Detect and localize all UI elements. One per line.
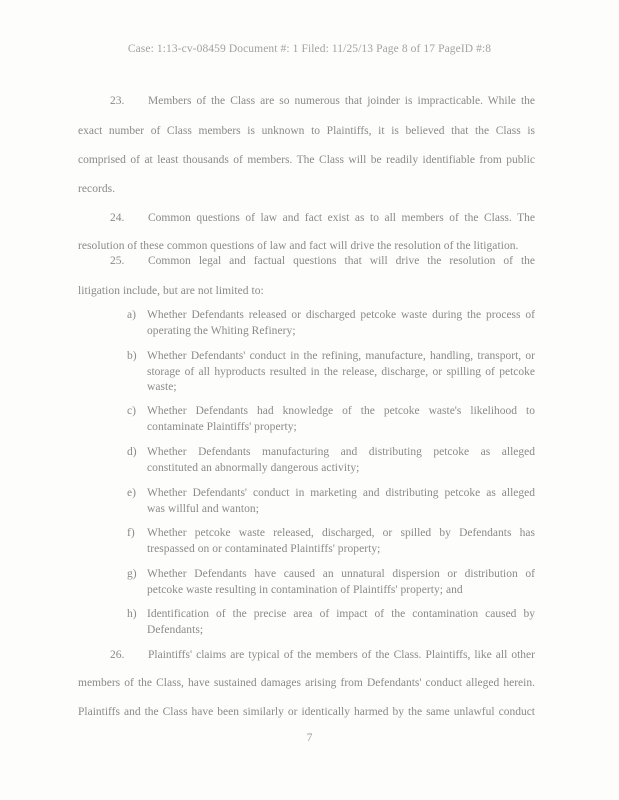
list-item-letter: a) bbox=[127, 309, 136, 321]
paragraph-line: litigation include, but are not limited to: bbox=[78, 285, 264, 297]
paragraph-line: Common questions of law and fact exist as to all members of the Class. The bbox=[148, 212, 535, 224]
paragraph-line: Plaintiffs and the Class have been similarly or identically harmed by the same unlawful conduct bbox=[78, 706, 535, 718]
list-item-line: Whether Defendants released or discharged petcoke waste during the process of bbox=[147, 309, 535, 321]
list-item-line: constituted an abnormally dangerous activity; bbox=[147, 462, 360, 474]
list-item-line: trespassed on or contaminated Plaintiffs' property; bbox=[147, 543, 381, 555]
list-item-line: Whether Defendants had knowledge of the petcoke waste's likelihood to bbox=[147, 405, 535, 417]
paragraph-line: resolution of these common questions of law and fact will drive the resolution of the litigation. bbox=[78, 240, 519, 252]
list-item-line: petcoke waste resulting in contamination of Plaintiffs' property; and bbox=[147, 584, 463, 596]
paragraph-line: exact number of Class members is unknown to Plaintiffs, it is believed that the Class is bbox=[78, 125, 535, 137]
list-item-line: Whether Defendants manufacturing and distributing petcoke as alleged bbox=[147, 446, 535, 458]
list-item-line: Defendants; bbox=[147, 624, 204, 636]
list-item-line: storage of all hyproducts resulted in the release, discharge, or spilling of petcoke bbox=[147, 366, 535, 378]
paragraph-number: 23. bbox=[110, 95, 125, 107]
list-item-line: contaminate Plaintiffs' property; bbox=[147, 421, 297, 433]
list-item-line: waste; bbox=[147, 381, 177, 393]
paragraph-line: comprised of at least thousands of members. The Class will be readily identifiable from public bbox=[78, 154, 535, 166]
paragraph-line: records. bbox=[78, 183, 116, 195]
list-item-line: was willful and wanton; bbox=[147, 503, 259, 515]
list-item-letter: f) bbox=[127, 527, 135, 539]
list-item-line: Whether Defendants have caused an unnatural dispersion or distribution of bbox=[147, 568, 535, 580]
list-item-line: Whether petcoke waste released, discharged, or spilled by Defendants has bbox=[147, 527, 535, 539]
paragraph-line: Plaintiffs' claims are typical of the members of the Class. Plaintiffs, like all other bbox=[148, 649, 535, 661]
paragraph-line: members of the Class, have sustained damages arising from Defendants' conduct alleged herein. bbox=[78, 677, 535, 689]
list-item-letter: c) bbox=[127, 405, 136, 417]
list-item-letter: d) bbox=[127, 446, 137, 458]
paragraph-number: 26. bbox=[110, 649, 125, 661]
paragraph-number: 24. bbox=[110, 212, 125, 224]
paragraph-line: Common legal and factual questions that will drive the resolution of the bbox=[148, 255, 535, 267]
list-item-letter: h) bbox=[127, 608, 137, 620]
paragraph-line: Members of the Class are so numerous that joinder is impracticable. While the bbox=[148, 95, 535, 107]
list-item-letter: e) bbox=[127, 487, 136, 499]
list-item-letter: b) bbox=[127, 350, 137, 362]
list-item-line: operating the Whiting Refinery; bbox=[147, 325, 296, 337]
list-item-line: Identification of the precise area of impact of the contamination caused by bbox=[147, 608, 535, 620]
paragraph-number: 25. bbox=[110, 255, 125, 267]
case-header: Case: 1:13-cv-08459 Document #: 1 Filed: 11/25/13 Page 8 of 17 PageID #:8 bbox=[127, 43, 492, 55]
page-number: 7 bbox=[306, 732, 313, 744]
list-item-letter: g) bbox=[127, 568, 137, 580]
list-item-line: Whether Defendants' conduct in the refining, manufacture, handling, transport, or bbox=[147, 350, 535, 362]
list-item-line: Whether Defendants' conduct in marketing and distributing petcoke as alleged bbox=[147, 487, 535, 499]
